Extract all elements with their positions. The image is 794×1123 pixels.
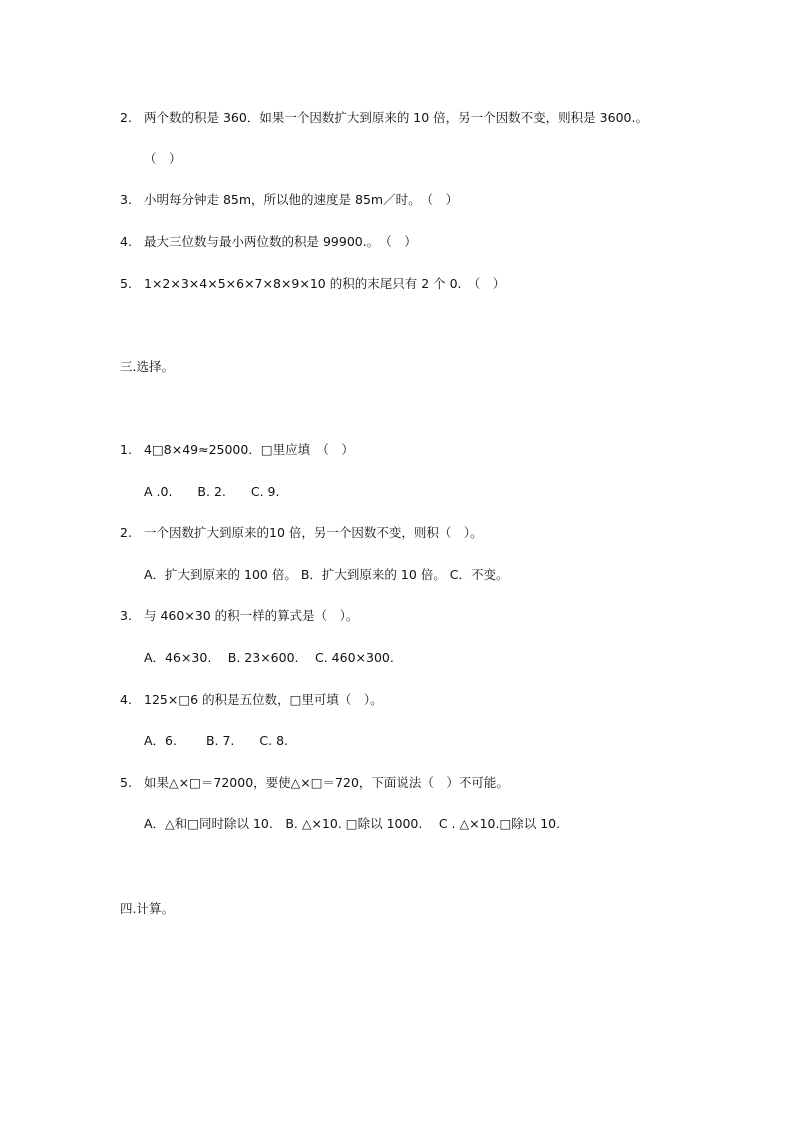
choice-q3-number: 3. xyxy=(120,608,132,623)
judge-q3-text: 小明每分钟走 85m，所以他的速度是 85m／时。 （ ） xyxy=(144,192,459,207)
choice-q3-options: A．46×30. B. 23×600. C. 460×300. xyxy=(144,650,394,665)
choice-q4-options: A．6. B. 7. C. 8. xyxy=(144,733,289,748)
judge-q3-number: 3. xyxy=(120,192,132,207)
choice-q1-number: 1. xyxy=(120,442,132,457)
judge-q2-text: 两个数的积是 360．如果一个因数扩大到原来的 10 倍，另一个因数不变，则积是 3600.。 xyxy=(144,110,648,125)
judge-q2-number: 2. xyxy=(120,110,132,125)
choice-q5-text: 如果△×□＝72000，要使△×□＝720，下面说法（ ）不可能。 xyxy=(144,775,509,790)
choice-q2-number: 2. xyxy=(120,525,132,540)
section-3-title: 三.选择。 xyxy=(120,359,174,374)
choice-q1-options: A .0. B. 2. C. 9. xyxy=(144,484,280,499)
judge-q2-paren: （ ） xyxy=(144,151,182,166)
choice-q2-text: 一个因数扩大到原来的10 倍，另一个因数不变，则积（ ）。 xyxy=(144,525,483,540)
choice-q2-options: A．扩大到原来的 100 倍。 B．扩大到原来的 10 倍。 C．不变。 xyxy=(144,567,509,582)
judge-q4-number: 4. xyxy=(120,234,132,249)
choice-q3-text: 与 460×30 的积一样的算式是（ ）。 xyxy=(144,608,359,623)
choice-q4-number: 4. xyxy=(120,692,132,707)
judge-q5-number: 5. xyxy=(120,276,132,291)
choice-q1-text: 4□8×49≈25000．□里应填 （ ） xyxy=(144,442,354,457)
section-4-title: 四.计算。 xyxy=(120,901,174,916)
choice-q4-text: 125×□6 的积是五位数，□里可填（ ）。 xyxy=(144,692,383,707)
judge-q4-text: 最大三位数与最小两位数的积是 99900.。 （ ） xyxy=(144,234,417,249)
choice-q5-number: 5. xyxy=(120,775,132,790)
choice-q5-options: A．△和□同时除以 10. B. △×10. □除以 1000. C . △×10.□除以 10. xyxy=(144,816,561,831)
judge-q5-text: 1×2×3×4×5×6×7×8×9×10 的积的末尾只有 2 个 0. （ ） xyxy=(144,276,506,291)
